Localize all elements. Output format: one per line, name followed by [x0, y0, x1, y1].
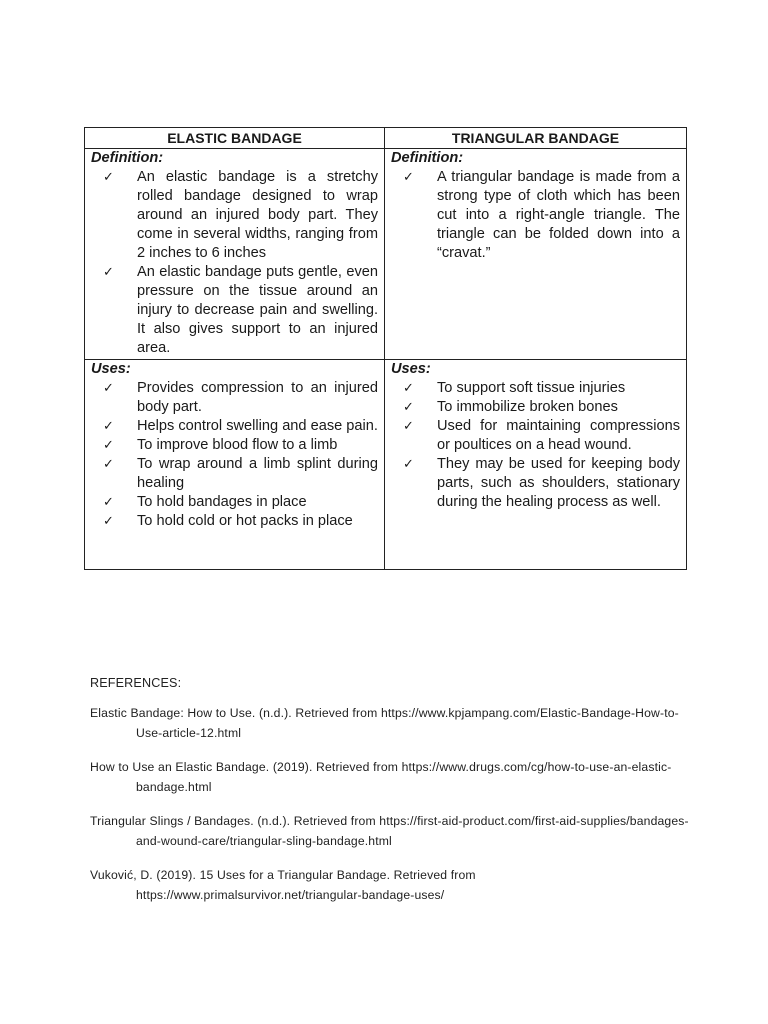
- triangular-definition-list: [391, 168, 680, 263]
- elastic-uses-list: [91, 379, 378, 531]
- reference-entry: Triangular Slings / Bandages. (n.d.). Retrieved from https://first-aid-product.com/first-aid-supplies/bandages-and-wound-care/triangular-sling-bandage.html: [90, 814, 689, 848]
- checkmark-icon: ✓: [103, 381, 114, 396]
- list-item: [91, 263, 378, 358]
- list-item: [91, 512, 378, 531]
- list-item: [391, 168, 680, 263]
- reference-entry: Elastic Bandage: How to Use. (n.d.). Retrieved from https://www.kpjampang.com/Elastic-Bandage-How-to-Use-article-12.html: [90, 706, 679, 740]
- elastic-definition-cell: [85, 149, 385, 360]
- checkmark-icon: ✓: [103, 170, 114, 185]
- list-item: [391, 398, 680, 417]
- definition-row: [85, 149, 687, 360]
- list-item: [91, 417, 378, 436]
- list-item: [91, 455, 378, 493]
- uses-row: [85, 360, 687, 570]
- checkmark-icon: ✓: [103, 438, 114, 453]
- list-item-text: To wrap around a limb splint during healing: [137, 456, 378, 491]
- triangular-uses-cell: [385, 360, 687, 570]
- elastic-uses-cell: [85, 360, 385, 570]
- uses-label: Uses:: [391, 361, 431, 377]
- list-item-text: To support soft tissue injuries: [437, 380, 626, 396]
- list-item: [91, 168, 378, 263]
- list-item-text: To immobilize broken bones: [437, 399, 618, 415]
- list-item: [391, 417, 680, 455]
- list-item-text: Helps control swelling and ease pain.: [137, 418, 378, 434]
- header-triangular-bandage: TRIANGULAR BANDAGE: [385, 128, 687, 149]
- checkmark-icon: ✓: [403, 381, 414, 396]
- references-title: REFERENCES:: [90, 676, 182, 690]
- list-item-text: An elastic bandage puts gentle, even pressure on the tissue around an injury to decrease pain and swelling. It also gives support to an injured area.: [137, 264, 378, 356]
- list-item: [391, 379, 680, 398]
- checkmark-icon: ✓: [103, 457, 114, 472]
- references-section: [90, 676, 690, 919]
- checkmark-icon: ✓: [103, 419, 114, 434]
- uses-label: Uses:: [91, 361, 131, 377]
- list-item-text: A triangular bandage is made from a strong type of cloth which has been cut into a right-angle triangle. The triangle can be folded down into a “cravat.”: [437, 169, 680, 261]
- list-item-text: Provides compression to an injured body part.: [137, 380, 378, 415]
- header-elastic-bandage: ELASTIC BANDAGE: [85, 128, 385, 149]
- reference-entry: How to Use an Elastic Bandage. (2019). Retrieved from https://www.drugs.com/cg/how-to-use-an-elastic-bandage.html: [90, 760, 672, 794]
- list-item-text: To improve blood flow to a limb: [137, 437, 338, 453]
- triangular-definition-cell: [385, 149, 687, 360]
- checkmark-icon: ✓: [103, 514, 114, 529]
- checkmark-icon: ✓: [103, 495, 114, 510]
- checkmark-icon: ✓: [403, 419, 414, 434]
- list-item: [391, 455, 680, 512]
- definition-label: Definition:: [391, 150, 464, 166]
- triangular-uses-list: [391, 379, 680, 512]
- checkmark-icon: ✓: [103, 265, 114, 280]
- list-item: [91, 436, 378, 455]
- bandage-comparison-table: [84, 127, 687, 570]
- elastic-definition-list: [91, 168, 378, 358]
- checkmark-icon: ✓: [403, 400, 414, 415]
- list-item-text: To hold cold or hot packs in place: [137, 513, 353, 529]
- list-item-text: They may be used for keeping body parts, such as shoulders, stationary during the healing process as well.: [437, 456, 680, 510]
- reference-entry: Vuković, D. (2019). 15 Uses for a Triangular Bandage. Retrieved from https://www.primalsurvivor.net/triangular-bandage-uses/: [90, 868, 476, 902]
- definition-label: Definition:: [91, 150, 164, 166]
- list-item-text: To hold bandages in place: [137, 494, 307, 510]
- checkmark-icon: ✓: [403, 170, 414, 185]
- list-item-text: An elastic bandage is a stretchy rolled bandage designed to wrap around an injured body part. They come in several widths, ranging from 2 inches to 6 inches: [137, 169, 378, 261]
- list-item-text: Used for maintaining compressions or poultices on a head wound.: [437, 418, 680, 453]
- list-item: [91, 379, 378, 417]
- checkmark-icon: ✓: [403, 457, 414, 472]
- table-header-row: [85, 128, 687, 149]
- list-item: [91, 493, 378, 512]
